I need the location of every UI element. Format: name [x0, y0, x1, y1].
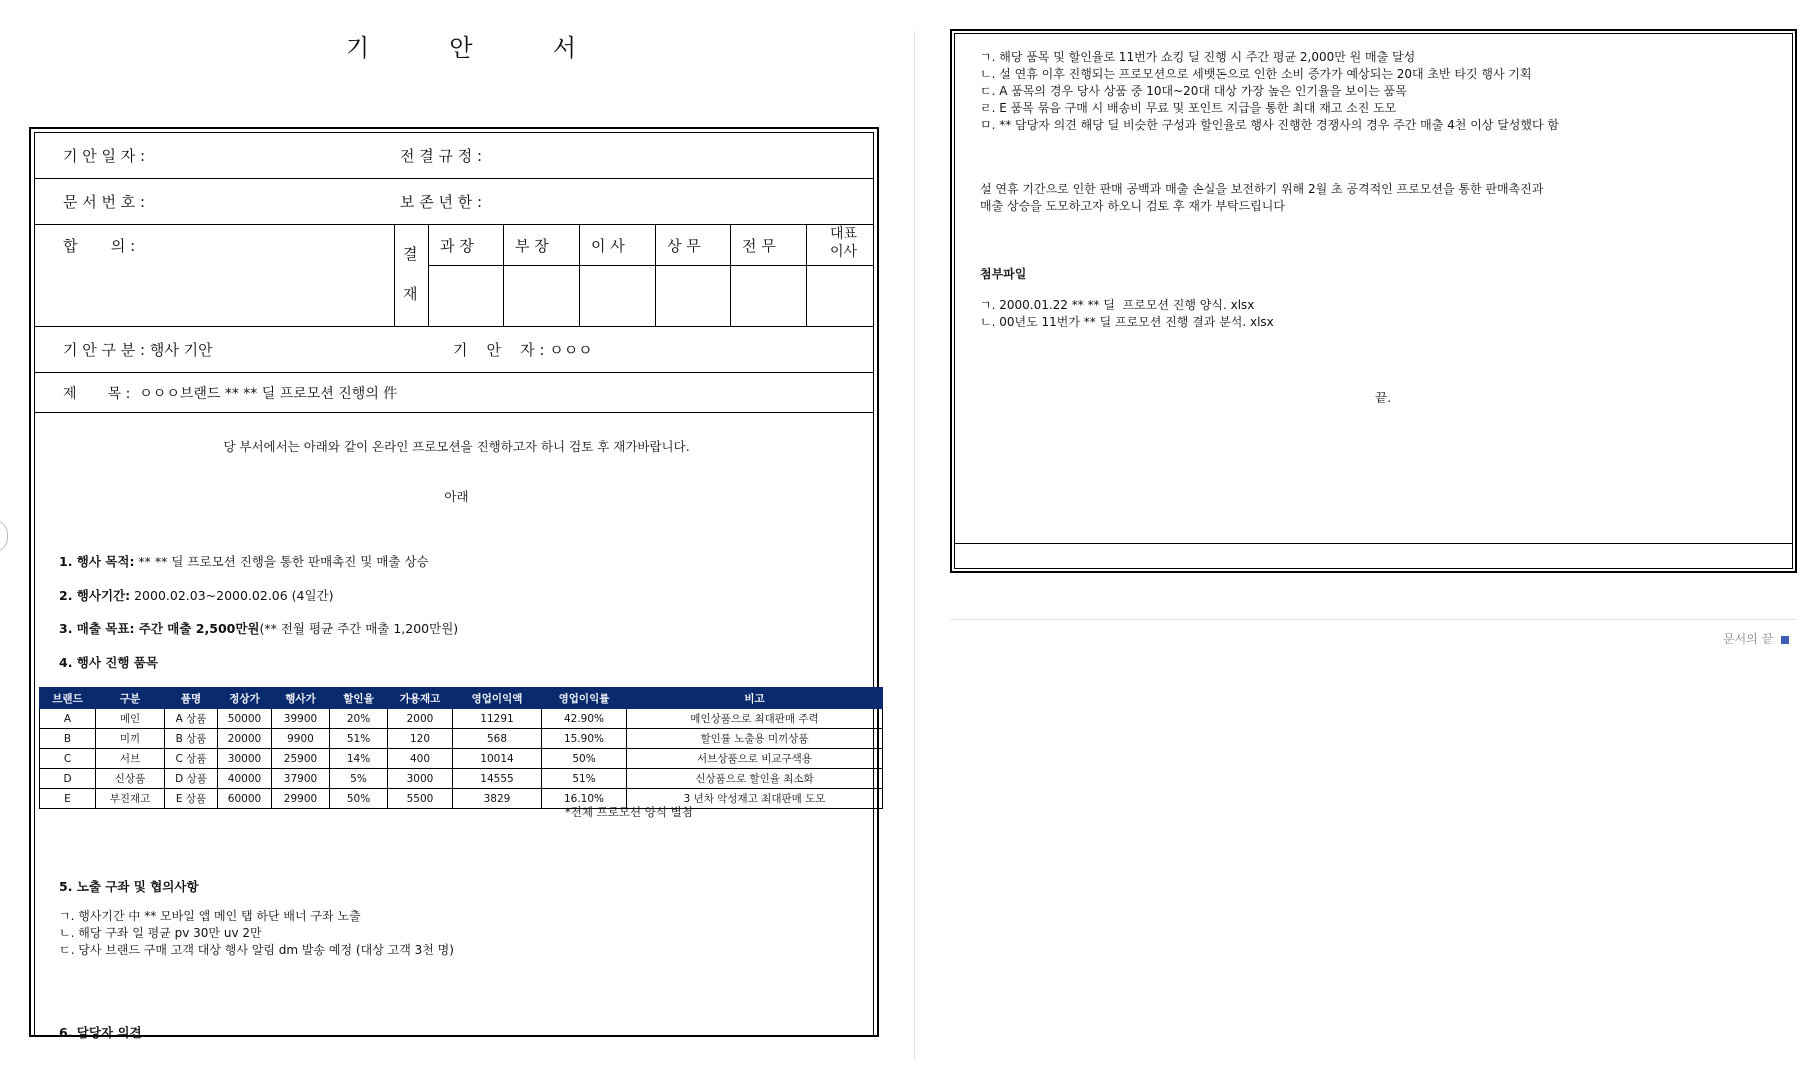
category-label: 기 안 구 분 : 행사 기안	[63, 341, 213, 359]
opinion-item-3: ㄷ. A 품목의 경우 당사 상품 중 10대~20대 대상 가장 높은 인기율을 보이는 품목	[980, 84, 1407, 98]
form-row-category	[35, 326, 873, 373]
exposure-item-1: ㄱ. 행사기간 中 ** 모바일 앱 메인 탭 하단 배너 구좌 노출	[59, 909, 361, 923]
closing-line-1: 설 연휴 기간으로 인한 판매 공백과 매출 손실을 보전하기 위해 2월 초 공격적인 프로모션을 통한 판매촉진과	[980, 182, 1544, 196]
target-text: (** 전월 평균 주간 매출 1,200만원)	[259, 621, 459, 636]
opinion-item-2: ㄴ. 설 연휴 이후 진행되는 프로모션으로 세뱃돈으로 인한 소비 증가가 예상되는 20대 초반 타깃 행사 기획	[980, 67, 1532, 81]
table-cell: 9900	[272, 729, 330, 749]
table-cell: 신상품	[96, 769, 165, 789]
table-row	[40, 729, 883, 749]
table-cell: 10014	[453, 749, 542, 769]
opinion-item-1: ㄱ. 해당 품목 및 할인율로 11번가 쇼킹 딜 진행 시 주간 평균 2,000만 원 매출 달성	[980, 50, 1416, 64]
table-cell: 30000	[218, 749, 272, 769]
column-header: 품명	[165, 688, 218, 709]
table-cell: 29900	[272, 789, 330, 809]
document-title	[346, 28, 576, 63]
form-row-subject	[35, 372, 873, 413]
purpose-text: ** ** 딜 프로모션 진행을 통한 판매촉진 및 매출 상승	[134, 554, 429, 569]
table-cell: 서브	[96, 749, 165, 769]
table-cell: 3 년차 악성재고 최대판매 도모	[627, 789, 883, 809]
opinion-item-4: ㄹ. E 품목 묶음 구매 시 배송비 무료 및 포인트 지급을 통한 최대 재고 소진 도모	[980, 101, 1397, 115]
subject-label: 제 목 : ㅇㅇㅇ브랜드 ** ** 딜 프로모션 진행의 件	[63, 386, 398, 402]
table-header-row	[40, 688, 883, 709]
table-row	[40, 709, 883, 729]
table-cell: B	[40, 729, 96, 749]
end-square-icon	[1781, 636, 1789, 644]
form-row-approval	[35, 225, 873, 327]
attachment-item-2[interactable]: ㄴ. 00년도 11번가 ** 딜 프로모션 진행 결과 분석. xlsx	[980, 315, 1274, 329]
closing-line-2: 매출 상승을 도모하고자 하오니 검토 후 재가 부탁드립니다	[980, 199, 1285, 213]
table-cell: 3000	[388, 769, 453, 789]
column-header: 구분	[96, 688, 165, 709]
opinion-box	[950, 29, 1797, 573]
column-header: 행사가	[272, 688, 330, 709]
table-cell: 16.10%	[542, 789, 627, 809]
exposure-item-2: ㄴ. 해당 구좌 일 평균 pv 30만 uv 2만	[59, 926, 262, 940]
approver-director: 이 사	[591, 237, 625, 255]
document-end-indicator	[1723, 630, 1789, 647]
period-label: 2. 행사기간:	[59, 588, 131, 603]
table-cell: 5%	[330, 769, 388, 789]
column-header: 정상가	[218, 688, 272, 709]
purpose-label: 1. 행사 목적:	[59, 554, 135, 569]
table-cell: 20000	[218, 729, 272, 749]
title-char: 안	[449, 34, 473, 62]
opinion-item-5: ㅁ. ** 담당자 의견 해당 딜 비슷한 구성과 할인율로 행사 진행한 경쟁사의 경우 주간 매출 4천 이상 달성했다 함	[980, 118, 1559, 132]
column-header: 영업이익액	[453, 688, 542, 709]
items-label: 4. 행사 진행 품목	[59, 655, 158, 670]
column-header: 가용재고	[388, 688, 453, 709]
table-cell: D 상품	[165, 769, 218, 789]
table-cell: 5500	[388, 789, 453, 809]
table-cell: A 상품	[165, 709, 218, 729]
table-cell: 51%	[330, 729, 388, 749]
table-cell: 50000	[218, 709, 272, 729]
table-cell: 14555	[453, 769, 542, 789]
attachments-label: 첨부파일	[980, 267, 1027, 281]
target-line	[59, 619, 458, 637]
table-cell: 서브상품으로 비교구색용	[627, 749, 883, 769]
page-end-divider	[950, 619, 1797, 620]
column-header: 할인율	[330, 688, 388, 709]
draft-date-label: 기 안 일 자 :	[63, 147, 146, 165]
exposure-item-3: ㄷ. 당사 브랜드 구매 고객 대상 행사 알림 dm 발송 예정 (대상 고객 3천 명)	[59, 943, 454, 957]
table-cell: C 상품	[165, 749, 218, 769]
retention-label: 보 존 년 한 :	[400, 193, 483, 211]
period-line	[59, 586, 334, 604]
document-end-label: 문서의 끝	[1723, 632, 1774, 646]
approver-dept-head: 부 장	[515, 237, 549, 255]
table-row	[40, 749, 883, 769]
table-cell: 42.90%	[542, 709, 627, 729]
approval-rule-label: 전 결 규 정 :	[400, 147, 483, 165]
table-cell: 400	[388, 749, 453, 769]
table-cell: B 상품	[165, 729, 218, 749]
table-cell: 20%	[330, 709, 388, 729]
table-cell: 부진재고	[96, 789, 165, 809]
table-cell: E	[40, 789, 96, 809]
drafter-label: 기 안 자 : ㅇㅇㅇ	[453, 341, 593, 359]
table-cell: 할인률 노출용 미끼상품	[627, 729, 883, 749]
table-cell: 11291	[453, 709, 542, 729]
approver-executive-director: 전 무	[742, 237, 776, 255]
table-cell: 메인상품으로 최대판매 주력	[627, 709, 883, 729]
table-cell: 신상품으로 할인율 최소화	[627, 769, 883, 789]
form-row-docnum	[35, 178, 873, 225]
table-note: *전체 프로모션 양식 별첨	[565, 805, 693, 819]
purpose-line	[59, 552, 429, 570]
approval-vertical-2: 재	[403, 285, 418, 303]
column-header: 영업이익률	[542, 688, 627, 709]
table-cell: 미끼	[96, 729, 165, 749]
table-cell: 50%	[542, 749, 627, 769]
table-cell: 메인	[96, 709, 165, 729]
table-cell: 568	[453, 729, 542, 749]
table-cell: 3829	[453, 789, 542, 809]
title-char: 기	[346, 34, 370, 62]
intro-text: 당 부서에서는 아래와 같이 온라인 프로모션을 진행하고자 하니 검토 후 재가바랍니다.	[223, 439, 690, 454]
table-cell: 50%	[330, 789, 388, 809]
column-header: 비고	[627, 688, 883, 709]
approval-form	[29, 127, 879, 1040]
table-cell: 2000	[388, 709, 453, 729]
attachment-item-1[interactable]: ㄱ. 2000.01.22 ** ** 딜 프로모션 진행 양식. xlsx	[980, 298, 1255, 312]
table-cell: 15.90%	[542, 729, 627, 749]
target-label: 3. 매출 목표: 주간 매출 2,500만원	[59, 621, 260, 636]
promotion-items-table	[39, 687, 883, 809]
table-cell: 39900	[272, 709, 330, 729]
opinion-label: 6. 담당자 의견	[59, 1025, 142, 1040]
consult-label: 합 의 :	[63, 237, 136, 255]
table-cell: 14%	[330, 749, 388, 769]
table-row	[40, 789, 883, 809]
table-cell: D	[40, 769, 96, 789]
period-text: 2000.02.03~2000.02.06 (4일간)	[130, 588, 334, 603]
form-row-date	[35, 133, 873, 179]
approver-managing-director: 상 무	[667, 237, 701, 255]
title-char: 서	[552, 34, 576, 62]
below-label: 아래	[444, 489, 469, 504]
approver-section-chief: 과 장	[440, 237, 474, 255]
table-cell: C	[40, 749, 96, 769]
table-cell: 40000	[218, 769, 272, 789]
doc-number-label: 문 서 번 호 :	[63, 193, 146, 211]
table-cell: E 상품	[165, 789, 218, 809]
end-mark: 끝.	[1375, 390, 1392, 405]
table-row	[40, 769, 883, 789]
approval-vertical-1: 결	[403, 245, 418, 263]
table-cell: 51%	[542, 769, 627, 789]
table-cell: 37900	[272, 769, 330, 789]
column-header: 브랜드	[40, 688, 96, 709]
table-cell: 25900	[272, 749, 330, 769]
approver-ceo: 대표 이사	[829, 226, 858, 260]
exposure-label: 5. 노출 구좌 및 협의사항	[59, 879, 199, 894]
table-cell: 60000	[218, 789, 272, 809]
document-page-2	[915, 0, 1809, 1069]
table-cell: 120	[388, 729, 453, 749]
side-scroll-handle[interactable]	[0, 520, 8, 552]
table-cell: A	[40, 709, 96, 729]
